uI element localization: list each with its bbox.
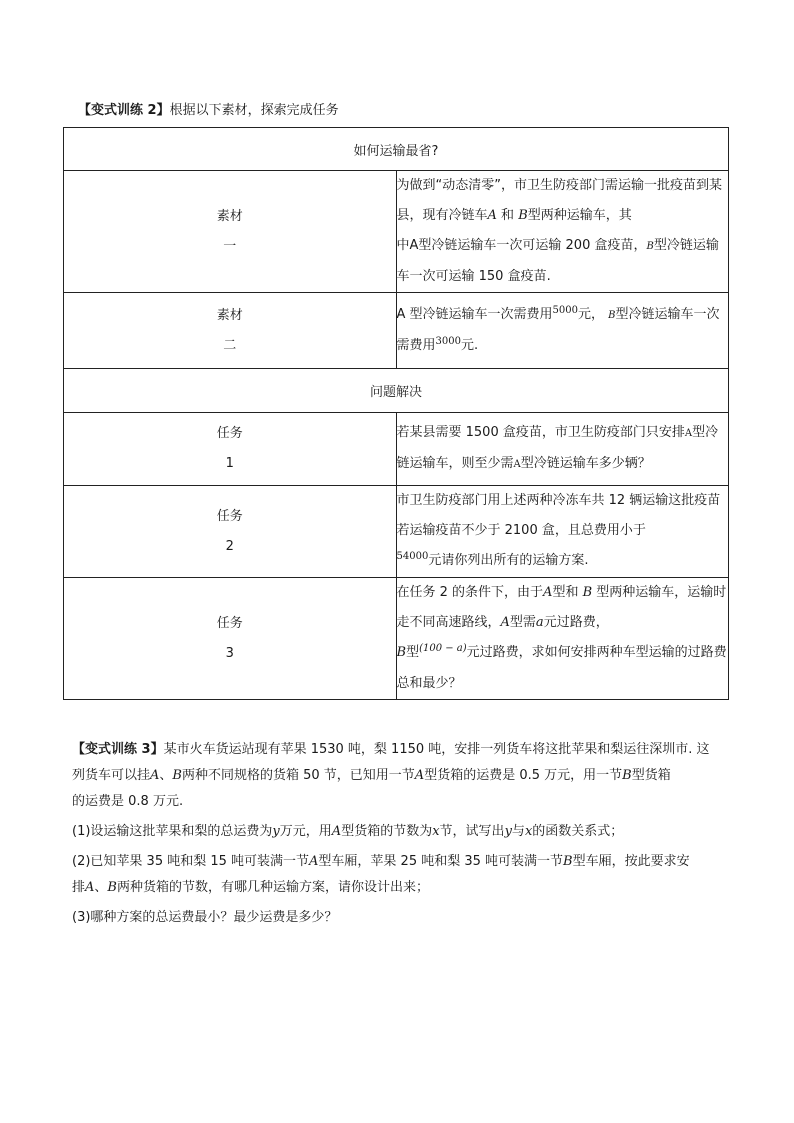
section-row	[64, 369, 729, 413]
task1-row	[64, 413, 729, 486]
practice3-para-3: 的运费是 0.8 万元.	[72, 794, 184, 809]
material1-label: 素材一	[64, 171, 397, 293]
section-title: 问题解决	[64, 369, 729, 413]
practice3-para-2: 列货车可以挂A、B两种不同规格的货箱 50 节，已知用一节A型货箱的运费是 0.5 万元，用一节B型货箱	[72, 768, 671, 783]
task2-row	[64, 486, 729, 578]
table-title: 如何运输最省?	[64, 128, 729, 171]
task2-content: 市卫生防疫部门用上述两种冷冻车共 12 辆运输这批疫苗若运输疫苗不少于 2100 盒，且总费用小于 $^{54000}$元请你列出所有的运输方案.	[396, 486, 729, 578]
task3-row	[64, 578, 729, 700]
question-2-cont: 排A、B两种货箱的节数，有哪几种运输方案，请你设计出来；	[72, 880, 429, 895]
material2-content: A 型冷链运输车一次需费用$^{5000}$元， B型冷链运输车一次需费用$^{3000}$元.	[396, 293, 729, 369]
practice2-title: 【变式训练 2】	[78, 103, 170, 118]
question-2: (2)已知苹果 35 吨和梨 15 吨可装满一节A型车厢，苹果 25 吨和梨 35 吨可装满一节B型车厢，按此要求安	[72, 854, 690, 869]
task1-content: 若某县需要 1500 盒疫苗，市卫生防疫部门只安排A型冷链运输车，则至少需A型冷链运输车多少辆？	[396, 413, 729, 486]
practice2-intro: 根据以下素材，探索完成任务	[169, 103, 339, 118]
task3-content: 在任务 2 的条件下，由于A型和 B 型两种运输车，运输时走不同高速路线，A型需a元过路费， B型$^{(100 - a)}$元过路费，求如何安排两种车型运输的过路费总和最少？	[396, 578, 729, 700]
practice3-block	[72, 737, 732, 931]
table-title-row	[64, 128, 729, 171]
task3-label: 任务3	[64, 578, 397, 700]
task1-label: 任务1	[64, 413, 397, 486]
practice3-para-1: 【变式训练 3】某市火车货运站现有苹果 1530 吨，梨 1150 吨，安排一列货车将这批苹果和梨运往深圳市. 这	[72, 742, 710, 757]
material2-label: 素材二	[64, 293, 397, 369]
practice2-heading	[78, 102, 339, 120]
task2-label: 任务2	[64, 486, 397, 578]
task-table	[63, 127, 729, 700]
material1-row	[64, 171, 729, 293]
material2-row	[64, 293, 729, 369]
question-3: (3)哪种方案的总运费最小？最少运费是多少？	[72, 910, 338, 925]
question-1: (1)设运输这批苹果和梨的总运费为y万元，用A型货箱的节数为x节，试写出y与x的函数关系式；	[72, 824, 624, 839]
material1-content: 为做到“动态清零”，市卫生防疫部门需运输一批疫苗到某县，现有冷链车A 和 B型两种运输车，其 中A型冷链运输车一次可运输 200 盒疫苗，B型冷链运输车一次可运输 150 盒疫苗.	[396, 171, 729, 293]
